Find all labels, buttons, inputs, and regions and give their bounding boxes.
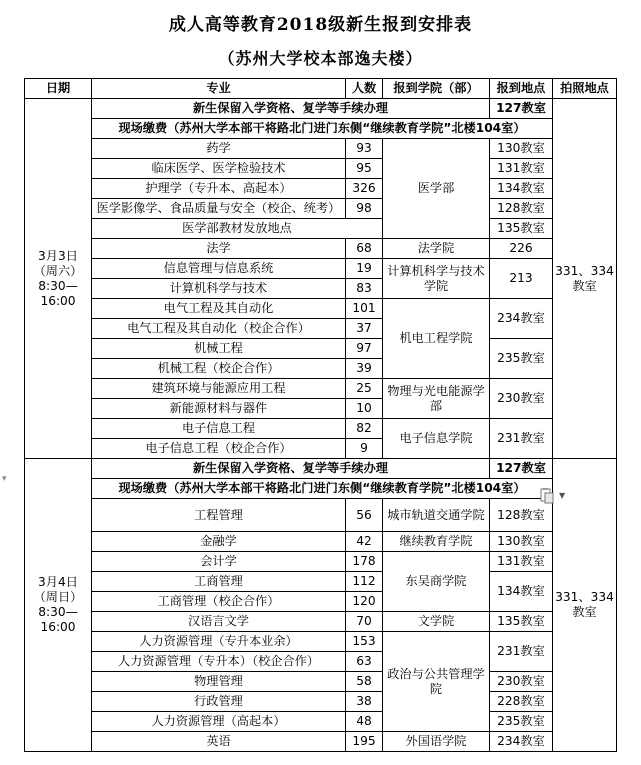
count-cell: 326 [346, 179, 383, 199]
chevron-down-icon[interactable]: ▼ [559, 491, 566, 500]
count-cell: 70 [346, 612, 383, 632]
table-row [25, 299, 617, 319]
major-cell: 英语 [92, 732, 346, 752]
major-cell: 会计学 [92, 552, 346, 572]
caret-down-icon[interactable]: ▾ [2, 474, 7, 484]
table-row [25, 99, 617, 119]
major-cell: 新能源材料与器件 [92, 399, 346, 419]
table-row [25, 239, 617, 259]
school-cell: 文学院 [383, 612, 490, 632]
room-cell: 213 [490, 259, 553, 299]
room-cell: 234教室 [490, 732, 553, 752]
table-row [25, 572, 617, 592]
count-cell: 95 [346, 159, 383, 179]
count-cell: 93 [346, 139, 383, 159]
major-cell: 电子信息工程 [92, 419, 346, 439]
table-row [25, 199, 617, 219]
room-cell: 230教室 [490, 379, 553, 419]
school-cell: 计算机科学与技术学院 [383, 259, 490, 299]
table-row [25, 732, 617, 752]
room-cell: 130教室 [490, 532, 553, 552]
date-cell-day1: 3月3日 （周六） 8:30— 16:00 [25, 99, 92, 459]
table-row [25, 339, 617, 359]
count-cell: 195 [346, 732, 383, 752]
room-cell: 230教室 [490, 672, 553, 692]
count-cell: 98 [346, 199, 383, 219]
table-row [25, 612, 617, 632]
major-cell: 物理管理 [92, 672, 346, 692]
count-cell: 19 [346, 259, 383, 279]
school-cell: 政治与公共管理学院 [383, 632, 490, 732]
room-cell: 135教室 [490, 612, 553, 632]
school-cell: 东吴商学院 [383, 552, 490, 612]
room-cell: 235教室 [490, 712, 553, 732]
room-cell: 134教室 [490, 572, 553, 612]
major-cell: 机械工程（校企合作） [92, 359, 346, 379]
table-row [25, 459, 617, 479]
major-cell: 机械工程 [92, 339, 346, 359]
count-cell: 25 [346, 379, 383, 399]
room-cell: 235教室 [490, 339, 553, 379]
count-cell: 63 [346, 652, 383, 672]
room-cell: 228教室 [490, 692, 553, 712]
table-row [25, 712, 617, 732]
major-cell: 医学部教材发放地点 [92, 219, 383, 239]
room-cell: 231教室 [490, 632, 553, 672]
count-cell: 83 [346, 279, 383, 299]
room-cell: 131教室 [490, 159, 553, 179]
school-cell: 物理与光电能源学部 [383, 379, 490, 419]
table-row [25, 672, 617, 692]
page-subtitle: （苏州大学校本部逸夫楼） [218, 49, 423, 68]
table-row [25, 532, 617, 552]
header-date: 日期 [25, 79, 92, 99]
table-row [25, 159, 617, 179]
fee-notice: 现场缴费（苏州大学本部干将路北门进门东侧“继续教育学院”北楼104室） [92, 479, 553, 499]
count-cell: 101 [346, 299, 383, 319]
count-cell: 97 [346, 339, 383, 359]
major-cell: 临床医学、医学检验技术 [92, 159, 346, 179]
table-row [25, 379, 617, 399]
major-cell: 计算机科学与技术 [92, 279, 346, 299]
major-cell: 工商管理（校企合作） [92, 592, 346, 612]
count-cell: 120 [346, 592, 383, 612]
table-row [25, 179, 617, 199]
major-cell: 法学 [92, 239, 346, 259]
header-school: 报到学院（部） [383, 79, 490, 99]
page-title: 成人高等教育2018级新生报到安排表 [168, 15, 473, 35]
count-cell: 68 [346, 239, 383, 259]
major-cell: 医学影像学、食品质量与安全（校企、统考） [92, 199, 346, 219]
room-cell: 234教室 [490, 299, 553, 339]
room-cell: 135教室 [490, 219, 553, 239]
header-photo: 拍照地点 [553, 79, 617, 99]
count-cell: 48 [346, 712, 383, 732]
count-cell: 9 [346, 439, 383, 459]
major-cell: 行政管理 [92, 692, 346, 712]
school-cell: 法学院 [383, 239, 490, 259]
major-cell: 人力资源管理（高起本） [92, 712, 346, 732]
count-cell: 38 [346, 692, 383, 712]
table-row [25, 259, 617, 279]
table-row [25, 119, 617, 139]
notice-room: 127教室 [490, 459, 553, 479]
major-cell: 汉语言文学 [92, 612, 346, 632]
notice-cell: 新生保留入学资格、复学等手续办理 [92, 99, 490, 119]
major-cell: 人力资源管理（专升本）（校企合作） [92, 652, 346, 672]
table-row [25, 499, 617, 532]
room-cell: 128教室 [490, 199, 553, 219]
table-row [25, 632, 617, 652]
school-cell: 外国语学院 [383, 732, 490, 752]
major-cell: 人力资源管理（专升本业余） [92, 632, 346, 652]
room-cell: 226 [490, 239, 553, 259]
count-cell: 58 [346, 672, 383, 692]
school-cell: 医学部 [383, 139, 490, 239]
header-major: 专业 [92, 79, 346, 99]
schedule-table [24, 78, 617, 752]
photo-cell-day2: 331、334 教室 [553, 459, 617, 752]
notice-room: 127教室 [490, 99, 553, 119]
table-row [25, 139, 617, 159]
table-header-row [25, 79, 617, 99]
room-cell: 134教室 [490, 179, 553, 199]
table-row [25, 552, 617, 572]
major-cell: 电气工程及其自动化 [92, 299, 346, 319]
major-cell: 金融学 [92, 532, 346, 552]
document-paste-icon[interactable] [539, 488, 555, 504]
table-row [25, 692, 617, 712]
major-cell: 信息管理与信息系统 [92, 259, 346, 279]
count-cell: 39 [346, 359, 383, 379]
major-cell: 护理学（专升本、高起本） [92, 179, 346, 199]
table-row [25, 479, 617, 499]
count-cell: 178 [346, 552, 383, 572]
count-cell: 42 [346, 532, 383, 552]
major-cell: 电气工程及其自动化（校企合作） [92, 319, 346, 339]
major-cell: 建筑环境与能源应用工程 [92, 379, 346, 399]
count-cell: 82 [346, 419, 383, 439]
table-row [25, 419, 617, 439]
school-cell: 继续教育学院 [383, 532, 490, 552]
date-cell-day2: 3月4日 （周日） 8:30— 16:00 [25, 459, 92, 752]
count-cell: 37 [346, 319, 383, 339]
count-cell: 153 [346, 632, 383, 652]
room-cell: 131教室 [490, 552, 553, 572]
major-cell: 工商管理 [92, 572, 346, 592]
table-row [25, 219, 617, 239]
header-count: 人数 [346, 79, 383, 99]
major-cell: 药学 [92, 139, 346, 159]
notice-cell: 新生保留入学资格、复学等手续办理 [92, 459, 490, 479]
school-cell: 电子信息学院 [383, 419, 490, 459]
count-cell: 10 [346, 399, 383, 419]
photo-cell-day1: 331、334 教室 [553, 99, 617, 459]
room-cell: 128教室 [490, 499, 553, 532]
header-location: 报到地点 [490, 79, 553, 99]
major-cell: 电子信息工程（校企合作） [92, 439, 346, 459]
count-cell: 112 [346, 572, 383, 592]
major-cell: 工程管理 [92, 499, 346, 532]
school-cell: 机电工程学院 [383, 299, 490, 379]
fee-notice: 现场缴费（苏州大学本部干将路北门进门东侧“继续教育学院”北楼104室） [92, 119, 553, 139]
room-cell: 231教室 [490, 419, 553, 459]
count-cell: 56 [346, 499, 383, 532]
school-cell: 城市轨道交通学院 [383, 499, 490, 532]
room-cell: 130教室 [490, 139, 553, 159]
